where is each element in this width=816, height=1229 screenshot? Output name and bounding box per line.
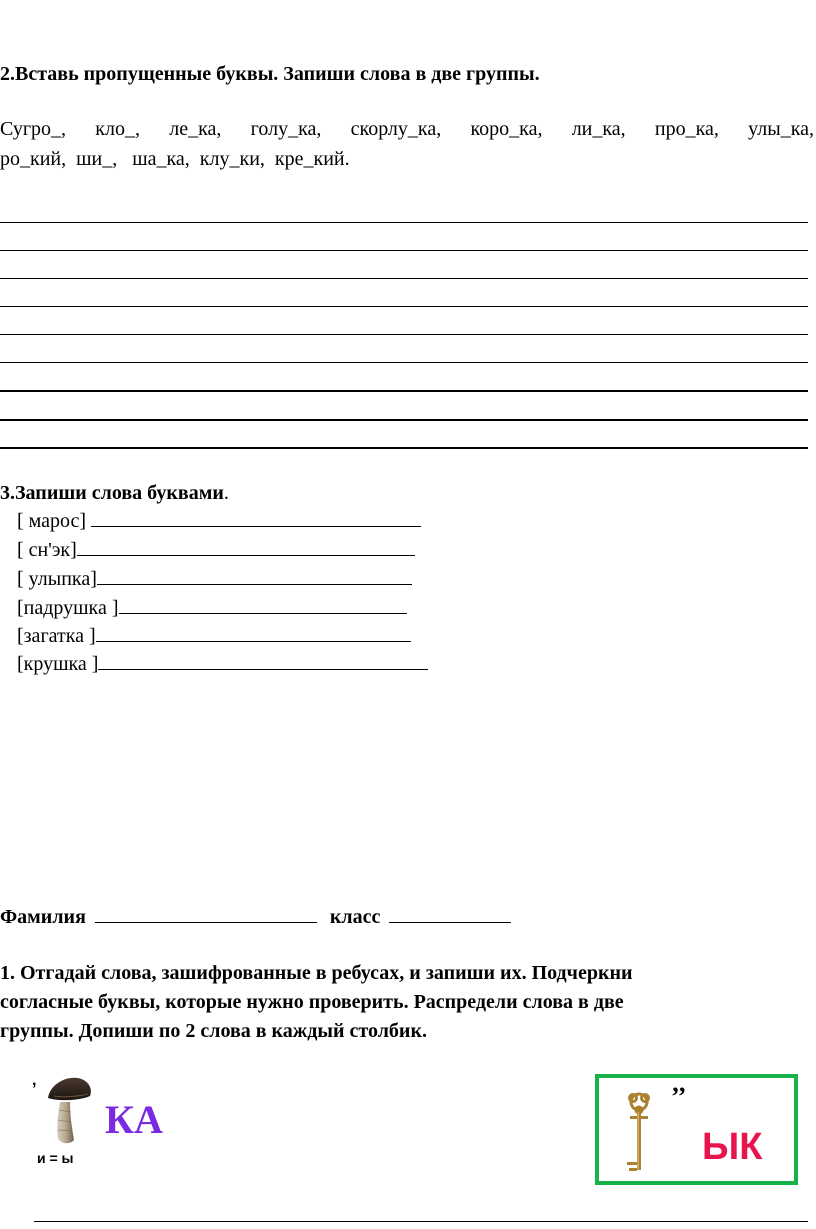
task3-title-dot: . [223,482,229,504]
writing-line[interactable] [0,419,808,421]
answer-line[interactable] [97,584,412,585]
answer-line[interactable] [98,669,428,670]
transcription: [крушка ] [17,653,99,675]
surname-label: Фамилия [0,906,86,928]
writing-line[interactable] [0,390,808,392]
task1-line3: группы. Допиши по 2 слова в каждый столбик. [0,1020,427,1042]
writing-line[interactable] [0,334,808,335]
answer-line[interactable] [77,555,415,556]
writing-line[interactable] [0,250,808,251]
rebus-hint: и = ы [37,1150,74,1166]
answer-line[interactable] [96,641,411,642]
writing-line[interactable] [0,222,808,223]
answer-line[interactable] [119,613,407,614]
name-class-row [0,905,511,929]
answer-line[interactable] [91,526,421,527]
writing-line[interactable] [0,278,808,279]
transcription: [падрушка ] [17,597,119,619]
list-item [17,509,421,533]
writing-line[interactable] [0,447,808,449]
class-label: класс [329,906,381,928]
transcription: [ марос] [17,510,92,532]
task1-line1: 1. Отгадай слова, зашифрованные в ребусах, и запиши их. Подчеркни [0,962,633,984]
transcription: [ улыпка] [17,568,97,590]
list-item [17,567,412,591]
task2-title: 2.Вставь пропущенные буквы. Запиши слова в две группы. [0,63,540,85]
transcription: [загатка ] [17,625,96,647]
writing-line[interactable] [0,362,808,363]
class-field[interactable] [389,922,511,923]
list-item [17,624,411,648]
writing-line[interactable] [0,306,808,307]
key-icon [625,1090,653,1176]
task2-words-line2: ро_кий, ши_, ша_ка, клу_ки, кре_кий. [0,148,350,170]
rebus-key-frame [595,1074,798,1185]
surname-field[interactable] [95,922,317,923]
list-item [17,596,407,620]
transcription: [ сн'эк] [17,539,77,561]
answer-line-bottom[interactable] [34,1221,808,1222]
task3-title: 3.Запиши слова буквами [0,482,224,504]
task2-words-line1: Сугро_, кло_, ле_ка, голу_ка, скорлу_ка, коро_ка, ли_ка, про_ка, улы_ка, [0,118,814,140]
mushroom-icon [46,1076,94,1146]
list-item [17,538,415,562]
task1-line2: согласные буквы, которые нужно проверить. Распредели слова в две [0,991,624,1013]
rebus-syllable-ka: КА [105,1097,163,1142]
task3-title-row [0,481,229,505]
rebus-comma: , [32,1072,37,1089]
list-item [17,652,428,676]
rebus-syllable-yk: ЫК [702,1126,763,1168]
rebus-quotes: ’’ [671,1082,687,1111]
rebus-mushroom [30,1072,190,1172]
